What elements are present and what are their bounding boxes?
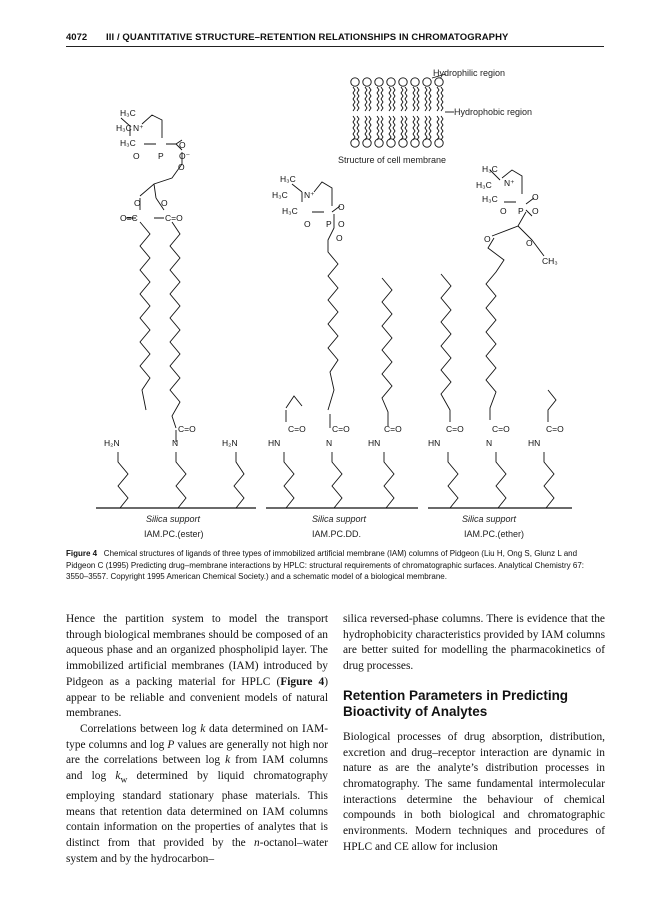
paragraph: Biological processes of drug absorption, distribution, excretion and drug–receptor interaction are dynamic in nature as are the analyte’s distribution processes in chromatography. The same fundamental intermolecular interactions determine the behaviour of chemical compounds in both biological and chromatographic environments. Modern techniques and procedures of HPLC and CE allow for inclusion — [343, 730, 605, 853]
lipid-head — [411, 139, 419, 147]
hydrophobic-label: Hydrophobic region — [454, 107, 533, 117]
atom-carbonyl: C=O — [546, 424, 564, 434]
text-run: from IAM columns and log — [66, 754, 328, 783]
symbol: n — [253, 837, 260, 850]
text-run: Correlations between log — [80, 722, 201, 735]
atom-o: O — [304, 219, 311, 229]
figure-label: Figure 4 — [66, 549, 98, 558]
lipid-head — [387, 139, 395, 147]
lipid-head — [363, 139, 371, 147]
atom-carbonyl: C=O — [446, 424, 464, 434]
atom-o: O — [532, 206, 539, 216]
lipid-head — [423, 139, 431, 147]
atom-h3c: H₃C — [120, 108, 136, 118]
atom-o: O — [179, 140, 186, 150]
membrane-caption: Structure of cell membrane — [338, 155, 447, 165]
atom-hn: HN — [428, 438, 441, 448]
atom-hn: HN — [368, 438, 381, 448]
figure-4 — [66, 60, 604, 540]
support-label: Silica support — [462, 514, 517, 524]
atom-n-plus: N⁺ — [504, 178, 515, 188]
atom-ch3: CH₃ — [542, 256, 558, 266]
lipid-head — [435, 78, 443, 86]
column-label-dd: IAM.PC.DD. — [312, 529, 362, 539]
atom-carbonyl: C=O — [384, 424, 402, 434]
atom-o: O — [484, 234, 491, 244]
symbol: P — [167, 738, 175, 751]
support-label: Silica support — [312, 514, 367, 524]
atom-h3c: H₃C — [282, 206, 298, 216]
text-run: -octanol–water system and by the hydrocarbon– — [66, 837, 328, 865]
lipid-head — [387, 78, 395, 86]
atom-oc: O=C — [120, 213, 138, 223]
page-number: 4072 — [66, 32, 88, 43]
lipid-head — [351, 78, 359, 86]
right-column — [343, 612, 605, 855]
atom-h2n: H₂N — [104, 438, 120, 448]
atom-cdo: C=O — [165, 213, 183, 223]
lipid-head — [435, 139, 443, 147]
atom-o: O — [133, 151, 140, 161]
atom-h3c: H₃C — [272, 190, 288, 200]
atom-o: O — [336, 233, 343, 243]
atom-h3c: H₃C — [482, 194, 498, 204]
atom-hn: HN — [268, 438, 281, 448]
running-title: III / QUANTITATIVE STRUCTURE–RETENTION RELATIONSHIPS IN CHROMATOGRAPHY — [106, 32, 509, 43]
atom-n: N — [172, 438, 179, 448]
text-run: ) appear to be reliable and convenient models of natural membranes. — [66, 675, 328, 720]
atom-h3c: H₃C — [482, 164, 498, 174]
atom-h2n: H₂N — [222, 438, 238, 448]
left-column — [66, 612, 328, 868]
atom-o: O — [532, 192, 539, 202]
atom-p: P — [326, 219, 332, 229]
lipid-head — [399, 139, 407, 147]
subscript: w — [120, 775, 128, 786]
atom-n-plus: N⁺ — [133, 123, 144, 133]
figure-caption — [66, 548, 606, 583]
atom-o: O — [134, 198, 141, 208]
atom-hn: HN — [528, 438, 541, 448]
paragraph — [66, 722, 328, 868]
running-header — [66, 30, 604, 47]
lipid-head — [351, 139, 359, 147]
lipid-head — [363, 78, 371, 86]
atom-h3c: H₃C — [116, 123, 132, 133]
symbol: k — [200, 722, 206, 735]
atom-carbonyl: C=O — [332, 424, 350, 434]
caption-text: Chemical structures of ligands of three types of immobilized artificial membrane (IAM) columns of Pidgeon (Liu H, Ong S, Glunz L and Pidgeon C (1995) Predicting drug–membrane interactions by HPLC: structural requirements of chromatographic surfaces. Analytical Chemistry 67: 3550–3557. Copyright 1995 American Chemical Society.) and a schematic model of a biological membrane. — [66, 549, 585, 581]
lipid-head — [375, 139, 383, 147]
atom-o: O — [161, 198, 168, 208]
text-run: determined by liquid chromatography employing standard stationary phase materials. This means that retention data determined on IAM columns contain information on the properties of analytes that is distinct from that provided by the — [66, 770, 328, 850]
atom-n: N — [486, 438, 493, 448]
paragraph: silica reversed-phase columns. There is evidence that the hydrophobicity characteristics provided by IAM columns are better suited for modelling the pharmacokinetics of drug processes. — [343, 613, 605, 673]
lipid-head — [399, 78, 407, 86]
atom-o: O — [178, 162, 185, 172]
atom-p: P — [158, 151, 164, 161]
atom-o-minus: O⁻ — [179, 151, 191, 161]
atom-n: N — [326, 438, 333, 448]
atom-o: O — [338, 202, 345, 212]
support-label: Silica support — [146, 514, 201, 524]
figure-reference-link[interactable]: Figure 4 — [280, 675, 325, 688]
atom-carbonyl: C=O — [288, 424, 306, 434]
atom-h3c: H₃C — [280, 174, 296, 184]
atom-o: O — [500, 206, 507, 216]
text-run: values are generally not high nor are the correlations between log — [66, 738, 328, 767]
lipid-head — [423, 78, 431, 86]
section-heading: Retention Parameters in Predicting Bioactivity of Analytes — [343, 687, 569, 719]
lipid-head — [375, 78, 383, 86]
lipid-head — [411, 78, 419, 86]
atom-carbonyl: C=O — [178, 424, 196, 434]
figure-drawing — [66, 60, 604, 540]
atom-o: O — [338, 219, 345, 229]
text-run: Hence the partition system to model the transport through biological membranes should be composed of an aqueous phase and an organized phospholipid layer. The immobilized artificial membranes (IAM) introduced by Pidgeon as a packing material for HPLC ( — [66, 613, 328, 688]
symbol: k — [115, 770, 121, 783]
text-run: data determined on IAM-type columns and log — [66, 722, 328, 751]
atom-carbonyl: C=O — [492, 424, 510, 434]
atom-o: O — [526, 238, 533, 248]
atom-h3c: H₃C — [476, 180, 492, 190]
symbol: k — [225, 754, 231, 767]
atom-p: P — [518, 206, 524, 216]
atom-h3c: H₃C — [120, 138, 136, 148]
column-label-ether: IAM.PC.(ether) — [464, 529, 525, 539]
column-label-ester: IAM.PC.(ester) — [144, 529, 204, 539]
hydrophilic-label: Hydrophilic region — [433, 68, 506, 78]
paragraph — [66, 612, 328, 722]
atom-n-plus: N⁺ — [304, 190, 315, 200]
